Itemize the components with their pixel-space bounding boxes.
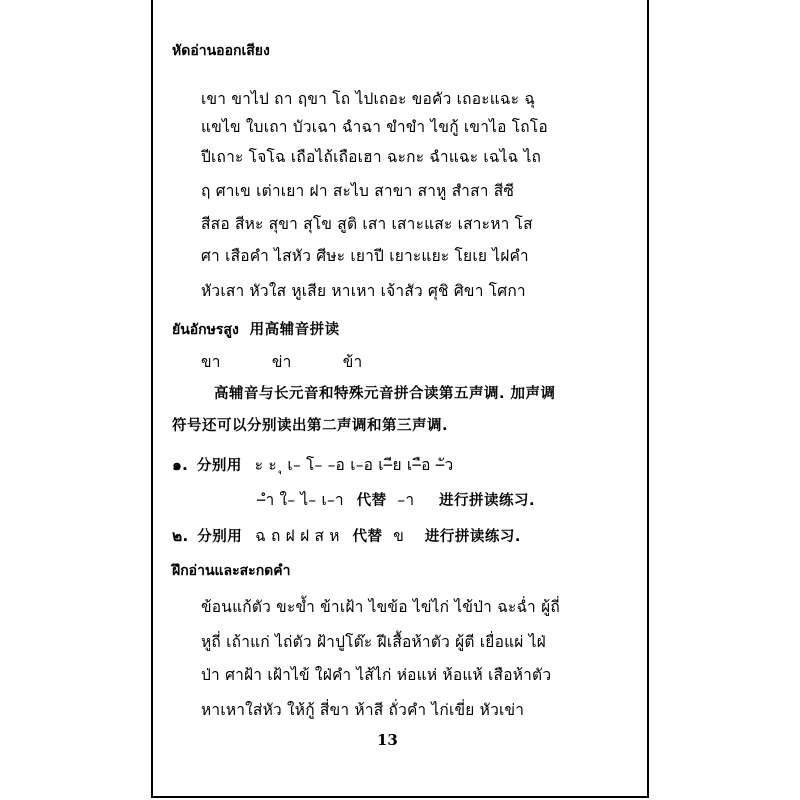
example-syllables bbox=[201, 352, 362, 372]
practice-line-6: ศา เสือคำ ไสหัว ศีษะ เยาปี เยาะแยะ โยเย ไฝคำ bbox=[201, 247, 529, 265]
section-heading-reading-spelling: ฝึกอ่านและสะกดคำ bbox=[172, 563, 291, 579]
exercise-1-label: 分别用 bbox=[196, 458, 242, 474]
spelling-line-1: ข้อนแก้ตัว ขะข้ำ ข้าเฝ้า ไขข้อ ไข่ไก่ ไข้ป่า ฉะฉ่ำ ผู้ถี่ bbox=[201, 598, 560, 616]
exercise-2-practice: 进行拼读练习. bbox=[424, 529, 521, 545]
section-heading-high-consonants bbox=[172, 320, 340, 340]
exercise-2-number: ๒. bbox=[172, 527, 189, 545]
rule-line-1: 高辅音与长元音和特殊元音拼合读第五声调. 加声调 bbox=[214, 386, 556, 402]
spelling-line-3: ป่า ศาฝ้า เฝ้าไข้ ใฝ่คำ ไส้ไก่ ห่อแห่ ห้อแห้ เสือห้าตัว bbox=[201, 666, 552, 684]
exercise-1-number: ๑. bbox=[172, 456, 189, 474]
exercise-1-vowels-cont: –ำ ใ– ไ– เ–า bbox=[257, 491, 344, 509]
exercise-2-line bbox=[172, 526, 521, 547]
exercise-1-line-2 bbox=[257, 490, 535, 511]
section-heading-read-aloud: หัดอ่านออกเสียง bbox=[172, 43, 270, 59]
exercise-1-target: –า bbox=[397, 491, 415, 509]
practice-line-5: สีสอ สีหะ สุขา สุโข สูติ เสา เสาะแสะ เสาะหา โส bbox=[201, 215, 533, 233]
practice-line-3: ปีเถาะ โจโฉ เถือไถ้เถือเฮา ฉะกะ ฉำแฉะ เฉไฉ ไถ bbox=[201, 148, 542, 166]
practice-line-7: หัวเสา หัวใส หูเสีย หาเหา เจ้าสัว ศุชิ ศิขา โศกา bbox=[201, 282, 526, 300]
rule-line-2: 符号还可以分别读出第二声调和第三声调. bbox=[172, 418, 449, 434]
practice-line-2: แขไข ใบเถา บัวเฉา ฉำฉา ขำขำ ไขกู้ เขาไอ โถโอ bbox=[201, 118, 548, 136]
exercise-2-label: 分别用 bbox=[197, 529, 243, 545]
example-kha-2: ข่า bbox=[271, 353, 292, 371]
section-heading-thai: ยันอักษรสูง bbox=[172, 322, 239, 338]
spelling-line-4: หาเหาใส่หัว ให้กู้ สี่ขา ห้าสี ถั่วคำ ไก่เขี่ย หัวเข่า bbox=[201, 701, 525, 719]
exercise-2-consonants: ฉ ถ ฝ ฝ ส ห bbox=[255, 527, 340, 545]
exercise-2-target: ข bbox=[393, 527, 405, 545]
section-heading-chinese: 用高辅音拼读 bbox=[249, 322, 340, 338]
spelling-line-2: หูถี่ เถ้าแก่ ไถ่ตัว ฝ้าปูโต๊ะ ฝีเสื้อห้าตัว ผู้ตี เยื่อแผ่ ไฝ่ bbox=[201, 633, 546, 651]
page-number: 13 bbox=[377, 731, 398, 749]
exercise-1-line-1 bbox=[172, 455, 453, 476]
exercise-2-replace: 代替 bbox=[352, 529, 383, 545]
exercise-1-vowels: ะ ะ ุ เ– โ– –อ เ–อ เ–ีย เ–ือ –ัว bbox=[254, 456, 454, 474]
example-kha-1: ขา bbox=[201, 353, 221, 371]
example-kha-3: ข้า bbox=[342, 353, 363, 371]
exercise-1-practice: 进行拼读练习. bbox=[439, 493, 536, 509]
practice-line-1: เขา ขาไป ถา ฤขา โถ ไปเถอะ ขอคัว เถอะแฉะ ฉุ bbox=[201, 90, 536, 108]
exercise-1-replace: 代替 bbox=[356, 493, 387, 509]
practice-line-4: ฤ ศาเข เต่าเยา ฝา สะไบ สาขา สาหู สำสา สีซี bbox=[201, 182, 515, 200]
